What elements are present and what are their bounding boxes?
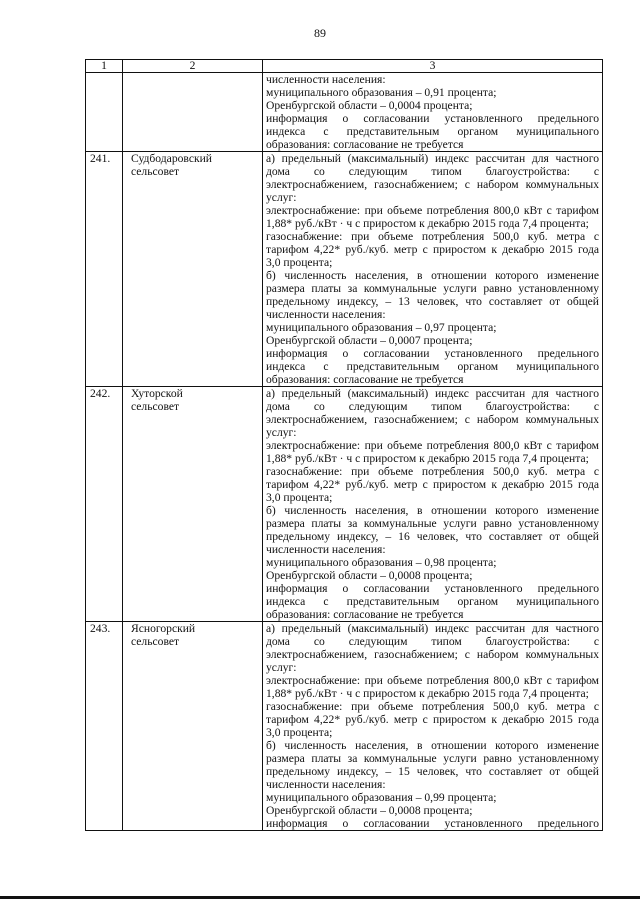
description-line: информация о согласовании установленного предельного xyxy=(266,817,599,830)
description-line: дома со следующим типом благоустройства: с xyxy=(266,400,599,413)
description-line: 1,88* руб./кВт · ч с приростом к декабрю 2015 года 7,4 процента; xyxy=(266,217,589,230)
table-row xyxy=(86,152,603,387)
description-line: тарифом 4,22* руб./куб. метр с приростом к декабрю 2015 года xyxy=(266,478,599,491)
row-number: 242. xyxy=(86,387,123,622)
description-line: б) численность населения, в отношении которого изменение xyxy=(266,739,599,752)
description-line: 3,0 процента; xyxy=(266,726,333,739)
description-line: электроснабжение: при объеме потребления 800,0 кВт с тарифом xyxy=(266,674,599,687)
description-line: предельному индексу, – 13 человек, что составляет от общей xyxy=(266,295,599,308)
description-line: информация о согласовании установленного предельного xyxy=(266,347,599,360)
description-line: тарифом 4,22* руб./куб. метр с приростом к декабрю 2015 года xyxy=(266,243,599,256)
index-description xyxy=(263,73,603,152)
description-line: 1,88* руб./кВт · ч с приростом к декабрю 2015 года 7,4 процента; xyxy=(266,452,589,465)
header-col-1: 1 xyxy=(86,60,123,73)
municipality-name-line: Судбодаровский xyxy=(131,152,213,165)
description-line: а) предельный (максимальный) индекс рассчитан для частного xyxy=(266,387,599,400)
municipality-name-line: Хуторской xyxy=(131,387,183,400)
row-number xyxy=(86,73,123,152)
description-line: электроснабжение: при объеме потребления 800,0 кВт с тарифом xyxy=(266,204,599,217)
municipality-name-line: сельсовет xyxy=(131,635,180,648)
municipality-name xyxy=(123,152,263,387)
description-line: газоснабжение: при объеме потребления 500,0 куб. метра с xyxy=(266,465,599,478)
index-description xyxy=(263,152,603,387)
description-line: индекса с представительным органом муниципального xyxy=(266,125,599,138)
description-line: дома со следующим типом благоустройства: с xyxy=(266,165,599,178)
description-line: электроснабжением, газоснабжением; с набором коммунальных xyxy=(266,648,599,661)
description-line: образования: согласование не требуется xyxy=(266,373,464,386)
page-bottom-rule xyxy=(0,896,640,899)
municipal-index-table xyxy=(85,59,603,831)
index-description xyxy=(263,622,603,831)
description-line: электроснабжением, газоснабжением; с набором коммунальных xyxy=(266,178,599,191)
description-line: электроснабжением, газоснабжением; с набором коммунальных xyxy=(266,413,599,426)
table-row xyxy=(86,73,603,152)
table-header xyxy=(86,60,603,73)
description-line: муниципального образования – 0,97 процента; xyxy=(266,321,497,334)
index-description xyxy=(263,387,603,622)
description-line: численности населения: xyxy=(266,543,386,556)
description-line: размера платы за коммунальные услуги равно установленному xyxy=(266,752,599,765)
description-line: Оренбургской области – 0,0007 процента; xyxy=(266,334,473,347)
header-col-2: 2 xyxy=(123,60,263,73)
description-line: численности населения: xyxy=(266,778,386,791)
description-line: муниципального образования – 0,98 процента; xyxy=(266,556,497,569)
municipality-name-line: сельсовет xyxy=(131,165,180,178)
row-number: 241. xyxy=(86,152,123,387)
description-line: дома со следующим типом благоустройства: с xyxy=(266,635,599,648)
description-line: б) численность населения, в отношении которого изменение xyxy=(266,269,599,282)
description-line: индекса с представительным органом муниципального xyxy=(266,360,599,373)
table-row xyxy=(86,387,603,622)
table-row xyxy=(86,622,603,831)
description-line: предельному индексу, – 16 человек, что составляет от общей xyxy=(266,530,599,543)
page-number: 89 xyxy=(314,26,326,40)
description-line: информация о согласовании установленного предельного xyxy=(266,582,599,595)
description-line: б) численность населения, в отношении которого изменение xyxy=(266,504,599,517)
description-line: 3,0 процента; xyxy=(266,491,333,504)
description-line: Оренбургской области – 0,0004 процента; xyxy=(266,99,473,112)
municipality-name-line: Ясногорский xyxy=(131,622,196,635)
municipality-name-line: сельсовет xyxy=(131,400,180,413)
description-line: а) предельный (максимальный) индекс рассчитан для частного xyxy=(266,152,599,165)
description-line: размера платы за коммунальные услуги равно установленному xyxy=(266,517,599,530)
municipality-name xyxy=(123,387,263,622)
description-line: численности населения: xyxy=(266,73,386,86)
description-line: тарифом 4,22* руб./куб. метр с приростом к декабрю 2015 года xyxy=(266,713,599,726)
description-line: электроснабжение: при объеме потребления 800,0 кВт с тарифом xyxy=(266,439,599,452)
description-line: газоснабжение: при объеме потребления 500,0 куб. метра с xyxy=(266,230,599,243)
description-line: Оренбургской области – 0,0008 процента; xyxy=(266,804,473,817)
description-line: образования: согласование не требуется xyxy=(266,608,464,621)
description-line: газоснабжение: при объеме потребления 500,0 куб. метра с xyxy=(266,700,599,713)
description-line: услуг: xyxy=(266,426,297,439)
description-line: 1,88* руб./кВт · ч с приростом к декабрю 2015 года 7,4 процента; xyxy=(266,687,589,700)
description-line: муниципального образования – 0,99 процента; xyxy=(266,791,497,804)
header-col-3: 3 xyxy=(263,60,603,73)
municipality-name xyxy=(123,622,263,831)
municipality-name xyxy=(123,73,263,152)
description-line: а) предельный (максимальный) индекс рассчитан для частного xyxy=(266,622,599,635)
description-line: численности населения: xyxy=(266,308,386,321)
description-line: услуг: xyxy=(266,191,297,204)
description-line: индекса с представительным органом муниципального xyxy=(266,595,599,608)
description-line: услуг: xyxy=(266,661,297,674)
description-line: 3,0 процента; xyxy=(266,256,333,269)
description-line: образования: согласование не требуется xyxy=(266,138,464,151)
description-line: предельному индексу, – 15 человек, что составляет от общей xyxy=(266,765,599,778)
description-line: Оренбургской области – 0,0008 процента; xyxy=(266,569,473,582)
row-number: 243. xyxy=(86,622,123,831)
table-body xyxy=(86,73,603,831)
description-line: информация о согласовании установленного предельного xyxy=(266,112,599,125)
description-line: муниципального образования – 0,91 процента; xyxy=(266,86,497,99)
description-line: размера платы за коммунальные услуги равно установленному xyxy=(266,282,599,295)
